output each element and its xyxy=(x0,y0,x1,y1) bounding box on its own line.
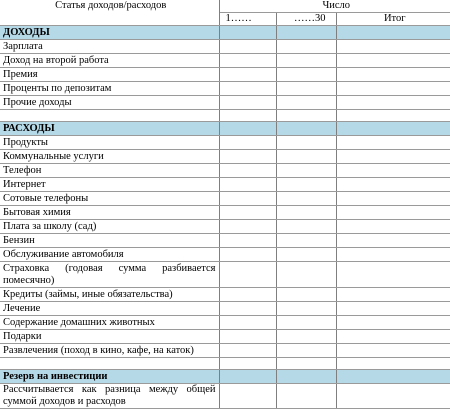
table-cell[interactable] xyxy=(336,384,450,409)
table-cell[interactable] xyxy=(276,302,336,316)
table-cell[interactable] xyxy=(276,248,336,262)
table-cell[interactable] xyxy=(219,316,276,330)
table-cell[interactable] xyxy=(276,220,336,234)
table-cell[interactable] xyxy=(276,40,336,54)
table-row xyxy=(0,136,450,150)
table-cell[interactable] xyxy=(336,178,450,192)
row-label: Бытовая химия xyxy=(0,206,219,220)
section-title: РАСХОДЫ xyxy=(0,122,219,136)
table-cell[interactable] xyxy=(276,206,336,220)
table-cell[interactable] xyxy=(219,54,276,68)
table-row xyxy=(0,302,450,316)
blank-row xyxy=(0,358,450,370)
table-cell[interactable] xyxy=(219,384,276,409)
table-cell[interactable] xyxy=(219,150,276,164)
table-cell[interactable] xyxy=(276,96,336,110)
table-cell[interactable] xyxy=(219,164,276,178)
section-title: ДОХОДЫ xyxy=(0,26,219,40)
header-date-column: Число xyxy=(219,0,450,13)
table-cell[interactable] xyxy=(336,110,450,122)
table-cell[interactable] xyxy=(276,82,336,96)
table-row xyxy=(0,54,450,68)
table-cell[interactable] xyxy=(219,206,276,220)
table-cell[interactable] xyxy=(336,302,450,316)
table-cell[interactable] xyxy=(219,82,276,96)
table-cell[interactable] xyxy=(276,110,336,122)
table-row xyxy=(0,68,450,82)
header-item-column-spacer xyxy=(0,13,219,26)
table-row xyxy=(0,384,450,409)
table-cell[interactable] xyxy=(336,150,450,164)
table-cell[interactable] xyxy=(336,220,450,234)
table-cell[interactable] xyxy=(219,220,276,234)
table-cell[interactable] xyxy=(276,288,336,302)
table-row xyxy=(0,164,450,178)
table-cell[interactable] xyxy=(276,164,336,178)
table-cell[interactable] xyxy=(276,344,336,358)
header-total: Итог xyxy=(336,13,450,26)
table-row xyxy=(0,96,450,110)
table-row xyxy=(0,262,450,288)
table-cell[interactable] xyxy=(219,302,276,316)
row-label: Сотовые телефоны xyxy=(0,192,219,206)
section-income xyxy=(0,26,450,40)
table-cell[interactable] xyxy=(219,96,276,110)
table-row xyxy=(0,316,450,330)
table-row xyxy=(0,234,450,248)
table-cell[interactable] xyxy=(276,262,336,288)
table-cell[interactable] xyxy=(336,262,450,288)
table-cell[interactable] xyxy=(336,136,450,150)
table-cell[interactable] xyxy=(336,234,450,248)
table-cell[interactable] xyxy=(219,40,276,54)
table-row xyxy=(0,192,450,206)
row-label: Лечение xyxy=(0,302,219,316)
table-cell[interactable] xyxy=(336,54,450,68)
table-row xyxy=(0,40,450,54)
row-label: Кредиты (займы, иные обязательства) xyxy=(0,288,219,302)
row-label: Прочие доходы xyxy=(0,96,219,110)
row-label: Зарплата xyxy=(0,40,219,54)
table-cell[interactable] xyxy=(276,68,336,82)
row-label: Телефон xyxy=(0,164,219,178)
table-row xyxy=(0,344,450,358)
row-label: Плата за школу (сад) xyxy=(0,220,219,234)
table-cell[interactable] xyxy=(336,330,450,344)
header-day-first: 1…… xyxy=(219,13,276,26)
row-label: Подарки xyxy=(0,330,219,344)
table-cell[interactable] xyxy=(219,330,276,344)
table-cell[interactable] xyxy=(336,206,450,220)
table-cell[interactable] xyxy=(219,178,276,192)
table-cell[interactable] xyxy=(336,164,450,178)
blank-row xyxy=(0,110,450,122)
row-label: Обслуживание автомобиля xyxy=(0,248,219,262)
header-row-bottom xyxy=(0,13,450,26)
table-cell[interactable] xyxy=(219,68,276,82)
section-expenses xyxy=(0,122,450,136)
table-cell[interactable] xyxy=(219,192,276,206)
row-label: Рассчитывается как разница между общей суммой доходов и расходов xyxy=(0,384,219,409)
table-cell[interactable] xyxy=(219,358,276,370)
table-cell[interactable] xyxy=(219,110,276,122)
table-row xyxy=(0,178,450,192)
row-label: Бензин xyxy=(0,234,219,248)
row-label: Премия xyxy=(0,68,219,82)
table-row xyxy=(0,206,450,220)
row-label: Проценты по депозитам xyxy=(0,82,219,96)
row-label: Развлечения (поход в кино, кафе, на каток) xyxy=(0,344,219,358)
row-label: Страховка (годовая сумма разбивается помесячно) xyxy=(0,262,219,288)
table-row xyxy=(0,220,450,234)
row-label: Доход на второй работа xyxy=(0,54,219,68)
table-cell[interactable] xyxy=(276,330,336,344)
table-row xyxy=(0,248,450,262)
row-label: Продукты xyxy=(0,136,219,150)
table-cell[interactable] xyxy=(336,358,450,370)
table-cell[interactable] xyxy=(219,288,276,302)
section-title: Резерв на инвестиции xyxy=(0,370,219,384)
header-day-last: ……30 xyxy=(276,13,336,26)
table-cell[interactable] xyxy=(276,54,336,68)
table-cell[interactable] xyxy=(219,248,276,262)
row-label: Коммунальные услуги xyxy=(0,150,219,164)
table-row xyxy=(0,82,450,96)
table-cell[interactable] xyxy=(276,150,336,164)
table-cell[interactable] xyxy=(336,68,450,82)
table-cell[interactable] xyxy=(336,316,450,330)
section-reserve xyxy=(0,370,450,384)
table-cell[interactable] xyxy=(276,192,336,206)
table-cell[interactable] xyxy=(276,234,336,248)
table-row xyxy=(0,330,450,344)
row-label: Содержание домашних животных xyxy=(0,316,219,330)
table-cell[interactable] xyxy=(276,358,336,370)
table-cell[interactable] xyxy=(336,82,450,96)
table-cell[interactable] xyxy=(336,192,450,206)
table-cell[interactable] xyxy=(336,96,450,110)
table-row xyxy=(0,150,450,164)
header-item-column: Статья доходов/расходов xyxy=(0,0,219,13)
table-cell[interactable] xyxy=(219,234,276,248)
table-cell[interactable] xyxy=(219,262,276,288)
table-cell[interactable] xyxy=(219,136,276,150)
table-cell[interactable] xyxy=(276,316,336,330)
row-label: Интернет xyxy=(0,178,219,192)
header-row-top xyxy=(0,0,450,13)
table-cell[interactable] xyxy=(336,288,450,302)
table-cell[interactable] xyxy=(276,384,336,409)
table-cell[interactable] xyxy=(276,178,336,192)
table-cell[interactable] xyxy=(336,248,450,262)
table-cell[interactable] xyxy=(336,40,450,54)
table-cell[interactable] xyxy=(219,344,276,358)
table-cell[interactable] xyxy=(276,136,336,150)
table-row xyxy=(0,288,450,302)
table-cell[interactable] xyxy=(336,344,450,358)
